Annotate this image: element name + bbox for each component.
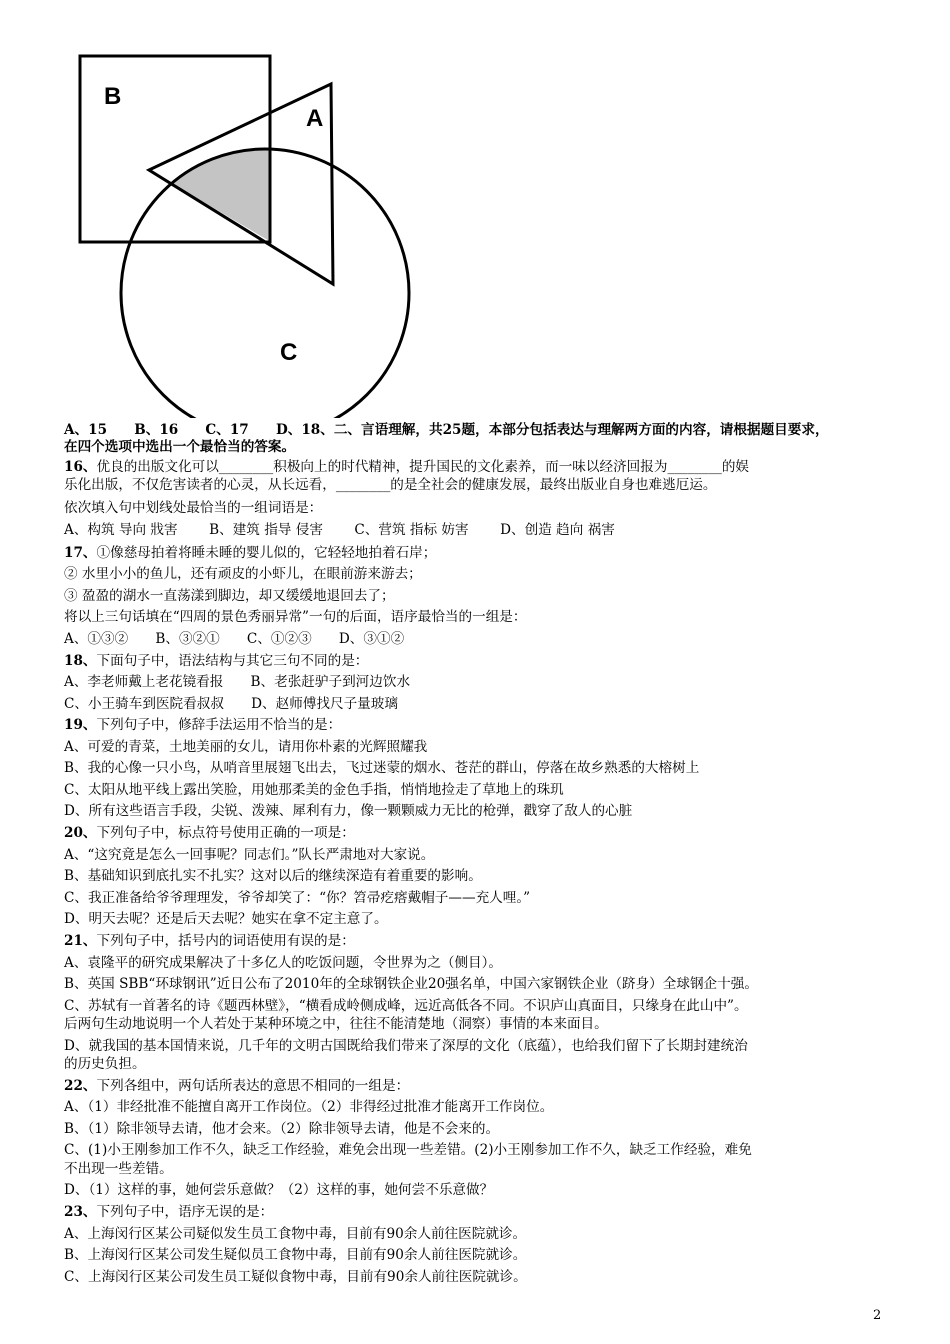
q22-option-c-cont: 不出现一些差错。 xyxy=(64,1161,173,1177)
q23-option-b: B、上海闵行区某公司发生疑似员工食物中毒，目前有90余人前往医院就诊。 xyxy=(64,1247,527,1263)
q22-stem xyxy=(64,1076,409,1097)
q21-option-d: D、就我国的基本国情来说，几千年的文明古国既给我们带来了深厚的文化（底蕴），也给我们留下了长期封建统治 xyxy=(64,1038,748,1054)
q20-line1: 下列句子中，标点符号使用正确的一项是： xyxy=(96,825,355,841)
q23-stem xyxy=(64,1202,273,1223)
q17-line3: ③ 盈盈的湖水一直荡漾到脚边，却又缓缓地退回去了； xyxy=(64,588,395,604)
q20-option-a: A、“这究竟是怎么一回事呢？同志们。”队长严肃地对大家说。 xyxy=(64,847,435,863)
q18-options-cd: C、小王骑车到医院看叔叔 D、赵师傅找尺子量玻璃 xyxy=(64,696,398,712)
q19-line1: 下列句子中，修辞手法运用不恰当的是： xyxy=(96,717,342,733)
venn-figure xyxy=(70,48,430,418)
q23-line1: 下列句子中，语序无误的是： xyxy=(96,1204,274,1220)
q18-line1: 下面句子中，语法结构与其它三句不同的是： xyxy=(96,653,369,669)
q19-number: 19、 xyxy=(64,717,97,733)
q21-number: 21、 xyxy=(64,933,97,949)
q19-option-c: C、太阳从地平线上露出笑脸，用她那柔美的金色手指，悄悄地捡走了草地上的珠玑 xyxy=(64,782,564,798)
q19-option-a: A、可爱的青菜，土地美丽的女儿，请用你朴素的光辉照耀我 xyxy=(64,739,428,755)
q16-line2: 乐化出版，不仅危害读者的心灵，从长远看，________的是全社会的健康发展，最终出版业自身也难逃厄运。 xyxy=(64,477,717,493)
q18-options-ab: A、李老师戴上老花镜看报 B、老张赶驴子到河边饮水 xyxy=(64,674,411,690)
q16-options: A、构筑 导向 戕害 B、建筑 指导 侵害 C、营筑 指标 妨害 D、创造 趋向 祸害 xyxy=(64,522,615,538)
q21-stem xyxy=(64,931,355,952)
q17-line1: ①像慈母拍着将睡未睡的婴儿似的，它轻轻地拍着石岸； xyxy=(96,545,437,561)
q22-line1: 下列各组中，两句话所表达的意思不相同的一组是： xyxy=(96,1078,410,1094)
q21-line1: 下列句子中，括号内的词语使用有误的是： xyxy=(96,933,355,949)
q22-option-c: C、(1)小王刚参加工作不久，缺乏工作经验，难免会出现一些差错。(2)小王刚参加工作不久，缺乏工作经验，难免 xyxy=(64,1142,752,1158)
q22-option-a: A、（1）非经批准不能擅自离开工作岗位。（2）非得经过批准才能离开工作岗位。 xyxy=(64,1099,554,1115)
q22-option-b: B、（1）除非领导去请，他才会来。（2）除非领导去请，他是不会来的。 xyxy=(64,1121,500,1137)
q20-option-d: D、明天去呢？还是后天去呢？她实在拿不定主意了。 xyxy=(64,911,388,927)
q21-option-b: B、英国 SBB“环球钢讯”近日公布了2010年的全球钢铁企业20强名单，中国六家钢铁企业（跻身）全球钢企十强。 xyxy=(64,976,758,992)
q23-option-c: C、上海闵行区某公司发生员工疑似食物中毒，目前有90余人前往医院就诊。 xyxy=(64,1269,527,1285)
q19-option-d: D、所有这些语言手段，尖锐、泼辣、犀利有力，像一颗颗威力无比的枪弹，戳穿了敌人的心脏 xyxy=(64,803,633,819)
q19-option-b: B、我的心像一只小鸟，从哨音里展翅飞出去，飞过迷蒙的烟水、苍茫的群山，停落在故乡熟悉的大榕树上 xyxy=(64,760,700,776)
q18-number: 18、 xyxy=(64,653,97,669)
q16-number: 16、 xyxy=(64,459,97,475)
q23-option-a: A、上海闵行区某公司疑似发生员工食物中毒，目前有90余人前往医院就诊。 xyxy=(64,1226,527,1242)
q16-line1: 优良的出版文化可以________积极向上的时代精神，提升国民的文化素养，而一味以经济回报为________的娱 xyxy=(96,459,750,475)
section-intro: 在四个选项中选出一个最恰当的答案。 xyxy=(64,439,296,455)
q20-option-c: C、我正准备给爷爷理理发，爷爷却笑了：“你？笤帚疙瘩戴帽子——充人哩。” xyxy=(64,890,531,906)
q18-stem xyxy=(64,651,368,672)
q21-option-d-cont: 的历史负担。 xyxy=(64,1056,146,1072)
q23-number: 23、 xyxy=(64,1204,97,1220)
page-number: 2 xyxy=(873,1308,882,1323)
label-b: B xyxy=(104,83,122,110)
label-c: C xyxy=(280,339,298,366)
q22-option-d: D、（1）这样的事，她何尝乐意做？（2）这样的事，她何尝不乐意做？ xyxy=(64,1182,494,1198)
q20-number: 20、 xyxy=(64,825,97,841)
q20-stem xyxy=(64,823,355,844)
q17-instruction: 将以上三句话填在“四周的景色秀丽异常”一句的后面，语序最恰当的一组是： xyxy=(64,609,527,625)
q19-stem xyxy=(64,715,341,736)
shaded-intersection xyxy=(149,84,331,242)
q20-option-b: B、基础知识到底扎实不扎实？这对以后的继续深造有着重要的影响。 xyxy=(64,868,482,884)
q16-instruction: 依次填入句中划线处最恰当的一组词语是： xyxy=(64,500,323,516)
q17-options: A、①③② B、③②① C、①②③ D、③①② xyxy=(64,631,405,647)
q17-line2: ② 水里小小的鱼儿，还有顽皮的小虾儿，在眼前游来游去； xyxy=(64,566,422,582)
label-a: A xyxy=(306,105,324,132)
q17-number: 17、 xyxy=(64,545,97,561)
q22-number: 22、 xyxy=(64,1078,97,1094)
q21-option-a: A、袁隆平的研究成果解决了十多亿人的吃饭问题，令世界为之（侧目）。 xyxy=(64,955,503,971)
q21-option-c: C、苏轼有一首著名的诗《题西林壁》，“横看成岭侧成峰，远近高低各不同。不识庐山真面目，只缘身在此山中”。 xyxy=(64,998,748,1014)
q21-option-c-cont: 后两句生动地说明一个人若处于某种环境之中，往往不能清楚地（洞察）事情的本来面目。 xyxy=(64,1016,608,1032)
q17-stem xyxy=(64,543,436,564)
q15-options-line: A、15 B、16 C、17 D、18、二、言语理解，共25题，本部分包括表达与理解两方面的内容，请根据题目要求， xyxy=(64,422,829,438)
